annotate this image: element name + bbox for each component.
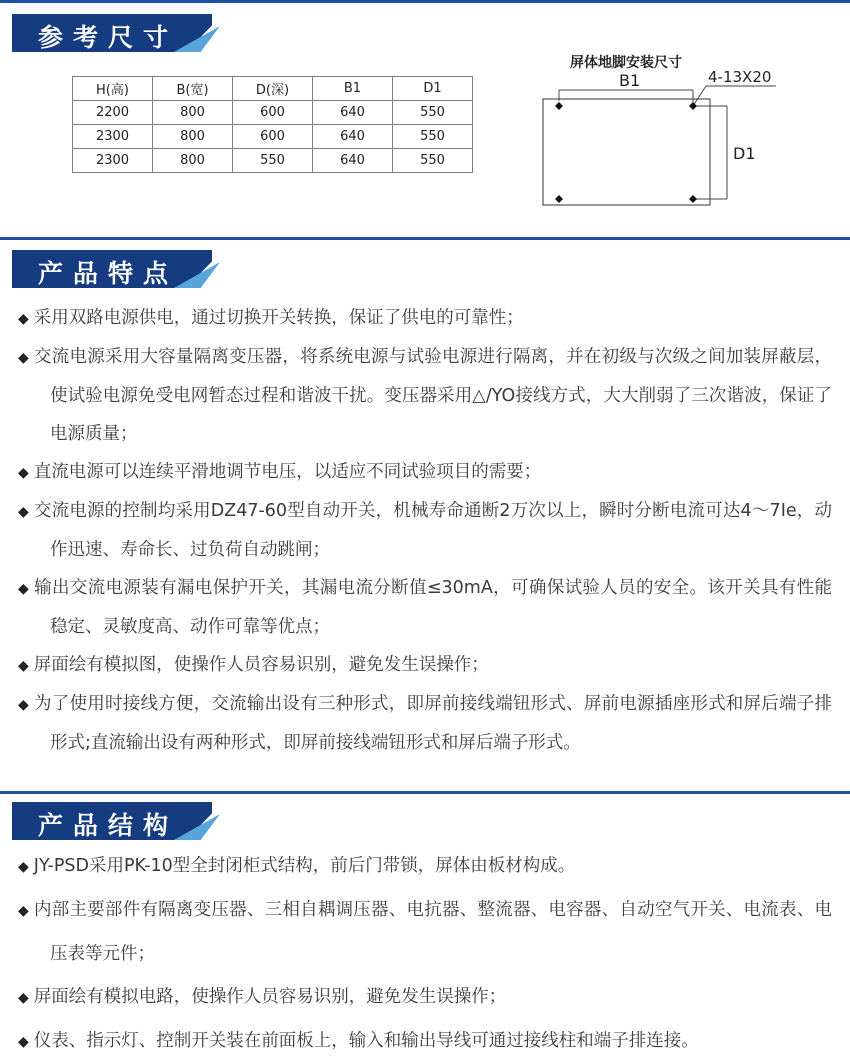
feature-item-text: 屏面绘有模拟图，使操作人员容易识别，避免发生误操作； <box>33 655 489 675</box>
mounting-diagram-drawing <box>520 45 830 217</box>
hole-callout-leader <box>693 86 706 106</box>
table-cell: 800 <box>153 149 233 173</box>
section-banner-ref-dimensions <box>12 14 212 52</box>
structure-item <box>18 976 832 1020</box>
cabinet-footprint-rect <box>543 99 710 205</box>
diamond-bullet-icon: ◆ <box>18 465 29 481</box>
table-cell: 800 <box>153 125 233 149</box>
table-header-cell: B(宽) <box>153 77 233 101</box>
feature-item-text: 输出交流电源装有漏电保护开关，其漏电流分断值≤30mA，可确保试验人员的安全。该开关具有性能稳定、灵敏度高、动作可靠等优点； <box>34 578 832 637</box>
table-cell: 600 <box>233 125 313 149</box>
table-cell: 550 <box>393 149 473 173</box>
mounting-diagram <box>520 45 830 217</box>
structure-item-text: 内部主要部件有隔离变压器、三相自耦调压器、电抗器、整流器、电容器、自动空气开关、电流表、电压表等元件； <box>34 900 832 964</box>
mounting-hole-icon <box>555 195 563 203</box>
feature-item <box>18 338 832 453</box>
table-cell: 2300 <box>73 149 153 173</box>
feature-item-text: 交流电源的控制均采用DZ47-60型自动开关，机械寿命通断2万次以上，瞬时分断电流可达4～7Ie，动作迅速、寿命长、过负荷自动跳闸； <box>33 501 832 560</box>
d1-dimension-label: D1 <box>733 144 756 163</box>
diamond-bullet-icon: ◆ <box>18 350 30 366</box>
diamond-bullet-icon: ◆ <box>18 581 30 597</box>
section-divider-rule <box>0 237 850 240</box>
table-cell: 600 <box>233 101 313 125</box>
section-divider-rule <box>0 0 850 3</box>
table-cell: 2200 <box>73 101 153 125</box>
mounting-hole-icon <box>555 102 563 110</box>
structure-list <box>18 845 832 1059</box>
diamond-bullet-icon: ◆ <box>18 903 30 919</box>
section-divider-rule <box>0 791 850 794</box>
structure-item <box>18 889 832 976</box>
feature-item-text: 直流电源可以连续平滑地调节电压，以适应不同试验项目的需要； <box>33 462 542 482</box>
table-header-cell: B1 <box>313 77 393 101</box>
dimension-table <box>72 76 473 173</box>
structure-item <box>18 845 832 889</box>
table-row <box>73 125 473 149</box>
section-title: 产品特点 <box>38 259 179 288</box>
table-header-cell: H(高) <box>73 77 153 101</box>
diamond-bullet-icon: ◆ <box>18 504 29 520</box>
table-header-row <box>73 77 473 101</box>
structure-item-text: 仪表、指示灯、控制开关装在前面板上，输入和输出导线可通过接线柱和端子排连接。 <box>33 1031 699 1051</box>
table-row <box>73 149 473 173</box>
table-cell: 640 <box>313 125 393 149</box>
mounting-hole-icon <box>689 102 697 110</box>
feature-item <box>18 685 832 762</box>
section-banner-structure <box>12 802 212 840</box>
table-header-cell: D(深) <box>233 77 313 101</box>
section-banner-features <box>12 250 212 288</box>
feature-item <box>18 299 832 338</box>
structure-item-text: JY-PSD采用PK-10型全封闭柜式结构，前后门带锁，屏体由板材构成。 <box>33 856 576 876</box>
hole-spec-label: 4-13X20 <box>708 68 772 86</box>
section-title: 参考尺寸 <box>38 23 179 52</box>
table-cell: 640 <box>313 101 393 125</box>
diamond-bullet-icon: ◆ <box>18 990 29 1006</box>
diamond-bullet-icon: ◆ <box>18 697 30 713</box>
feature-item <box>18 569 832 646</box>
feature-item-text: 采用双路电源供电，通过切换开关转换，保证了供电的可靠性； <box>33 308 524 328</box>
feature-item-text: 为了使用时接线方便，交流输出设有三种形式，即屏前接线端钮形式、屏前电源插座形式和屏后端子排形式;直流输出设有两种形式，即屏前接线端钮形式和屏后端子形式。 <box>34 694 832 753</box>
structure-item-text: 屏面绘有模拟电路，使操作人员容易识别，避免发生误操作； <box>33 987 507 1007</box>
table-header-cell: D1 <box>393 77 473 101</box>
table-cell: 800 <box>153 101 233 125</box>
table-cell: 550 <box>393 101 473 125</box>
feature-item <box>18 453 832 492</box>
feature-item <box>18 646 832 685</box>
table-cell: 550 <box>393 125 473 149</box>
feature-item-text: 交流电源采用大容量隔离变压器，将系统电源与试验电源进行隔离，并在初级与次级之间加装屏蔽层，使试验电源免受电网暂态过程和谐波干扰。变压器采用△/YO接线方式，大大削弱了三次谐波，保证了电源质量； <box>34 347 832 444</box>
b1-dimension-label: B1 <box>619 71 641 90</box>
mounting-hole-icon <box>689 195 697 203</box>
diamond-bullet-icon: ◆ <box>18 658 29 674</box>
feature-item <box>18 492 832 569</box>
diamond-bullet-icon: ◆ <box>18 311 29 327</box>
diamond-bullet-icon: ◆ <box>18 1034 29 1050</box>
table-cell: 640 <box>313 149 393 173</box>
diamond-bullet-icon: ◆ <box>18 859 29 875</box>
section-title: 产品结构 <box>38 811 179 840</box>
structure-item <box>18 1020 832 1059</box>
table-cell: 2300 <box>73 125 153 149</box>
table-row <box>73 101 473 125</box>
features-list <box>18 299 832 762</box>
table-cell: 550 <box>233 149 313 173</box>
diagram-title: 屏体地脚安装尺寸 <box>570 55 682 71</box>
